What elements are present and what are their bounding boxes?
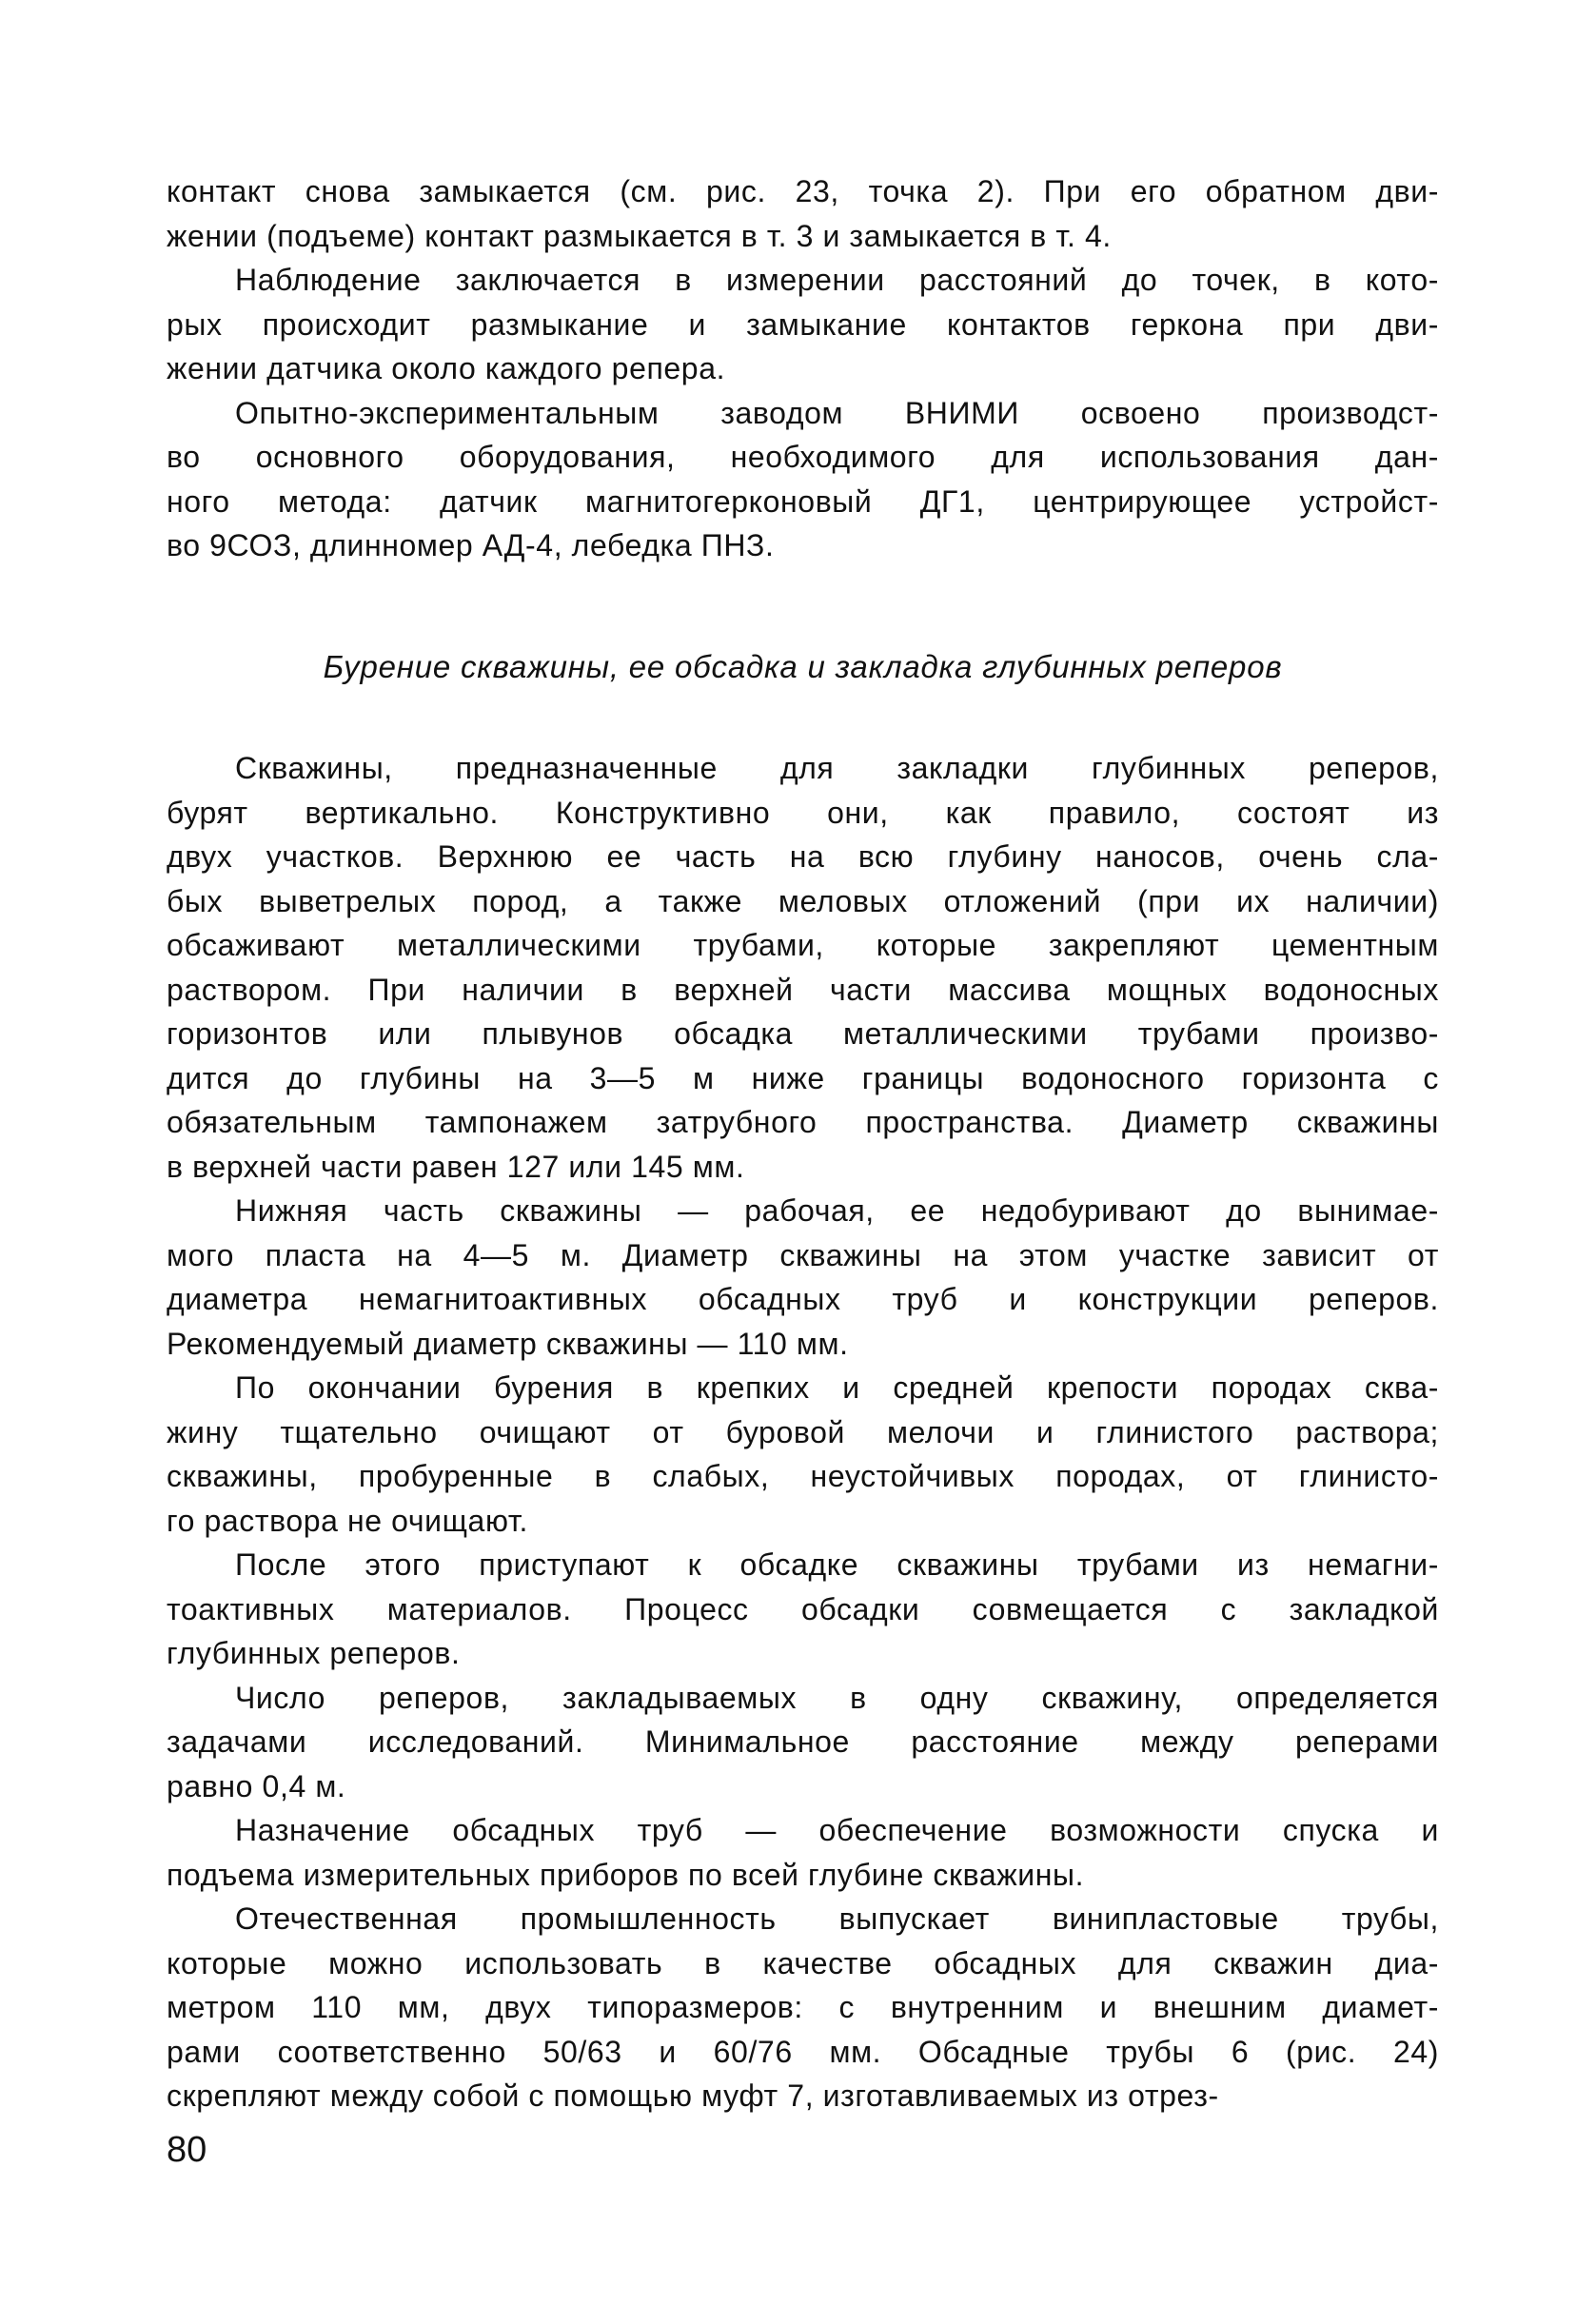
paragraph [167, 1189, 1439, 1366]
paragraph [167, 746, 1439, 1189]
text-line: во основного оборудования, необходимого для использования дан- [167, 440, 1439, 474]
text-block-main [167, 746, 1439, 2118]
paragraph [167, 1808, 1439, 1897]
text-line: После этого приступают к обсадке скважины трубами из немагни- [235, 1547, 1439, 1582]
text-block-top [167, 169, 1439, 568]
text-line: Скважины, предназначенные для закладки глубинных реперов, [235, 751, 1439, 785]
text-line: раствором. При наличии в верхней части массива мощных водоносных [167, 972, 1439, 1007]
paragraph [167, 1543, 1439, 1676]
paragraph [167, 1897, 1439, 2118]
text-line: тоактивных материалов. Процесс обсадки совмещается с закладкой [167, 1591, 1439, 1626]
text-line: Наблюдение заключается в измерении расстояний до точек, в кото- [235, 263, 1439, 297]
text-line: По окончании бурения в крепких и средней крепости породах сква- [235, 1370, 1439, 1405]
text-line: ного метода: датчик магнитогерконовый ДГ1, центрирующее устройст- [167, 483, 1439, 519]
paragraph [167, 169, 1439, 258]
text-line: мого пласта на 4—5 м. Диаметр скважины на этом участке зависит от [167, 1237, 1439, 1272]
text-line: обязательным тампонажем затрубного пространства. Диаметр скважины [167, 1105, 1439, 1139]
text-line: глубинных реперов. [167, 1636, 461, 1670]
paragraph [167, 258, 1439, 391]
text-line: в верхней части равен 127 или 145 мм. [167, 1149, 745, 1184]
text-line: Рекомендуемый диаметр скважины — 110 мм. [167, 1326, 849, 1361]
text-line: Отечественная промышленность выпускает винипластовые трубы, [235, 1901, 1439, 1936]
text-line: диаметра немагнитоактивных обсадных труб и конструкции реперов. [167, 1282, 1439, 1316]
paragraph [167, 391, 1439, 568]
text-line: дится до глубины на 3—5 м ниже границы водоносного горизонта с [167, 1060, 1439, 1095]
text-line: рами соответственно 50/63 и 60/76 мм. Обсадные трубы 6 (рис. 24) [167, 2034, 1439, 2069]
text-line: обсаживают металлическими трубами, которые закрепляют цементным [167, 928, 1439, 962]
text-line: скважины, пробуренные в слабых, неустойчивых породах, от глинисто- [167, 1459, 1439, 1493]
paragraph [167, 1366, 1439, 1543]
text-line: равно 0,4 м. [167, 1768, 346, 1803]
text-line: горизонтов или плывунов обсадка металлическими трубами произво- [167, 1016, 1439, 1051]
text-line: скрепляют между собой с помощью муфт 7, изготавливаемых из отрез- [167, 2078, 1219, 2113]
page-number: 80 [167, 2130, 207, 2170]
text-line: Опытно-экспериментальным заводом ВНИМИ освоено производст- [235, 395, 1439, 430]
text-line: подъема измерительных приборов по всей глубине скважины. [167, 1857, 1085, 1892]
text-line: жении (подъеме) контакт размыкается в т. 3 и замыкается в т. 4. [167, 218, 1112, 253]
text-line: рых происходит размыкание и замыкание контактов геркона при дви- [167, 306, 1439, 342]
text-line: бурят вертикально. Конструктивно они, как правило, состоят из [167, 795, 1439, 830]
text-line: Нижняя часть скважины — рабочая, ее недобуривают до вынимае- [235, 1193, 1439, 1228]
text-line: Назначение обсадных труб — обеспечение возможности спуска и [235, 1813, 1439, 1847]
text-line: жину тщательно очищают от буровой мелочи и глинистого раствора; [167, 1414, 1439, 1449]
text-line: метром 110 мм, двух типоразмеров: с внутренним и внешним диамет- [167, 1990, 1439, 2024]
text-line: двух участков. Верхнюю ее часть на всю глубину наносов, очень сла- [167, 839, 1439, 874]
text-line: во 9СОЗ, длинномер АД-4, лебедка ПНЗ. [167, 528, 775, 562]
text-line: задачами исследований. Минимальное расстояние между реперами [167, 1724, 1439, 1759]
text-line: которые можно использовать в качестве обсадных для скважин диа- [167, 1945, 1439, 1980]
text-line: бых выветрелых пород, а также меловых отложений (при их наличии) [167, 883, 1439, 918]
paragraph [167, 1676, 1439, 1809]
text-line: го раствора не очищают. [167, 1503, 529, 1538]
section-heading: Бурение скважины, ее обсадка и закладка глубинных реперов [323, 649, 1283, 684]
text-line: контакт снова замыкается (см. рис. 23, точка 2). При его обратном дви- [167, 174, 1439, 208]
text-line: жении датчика около каждого репера. [167, 351, 726, 385]
text-line: Число реперов, закладываемых в одну скважину, определяется [235, 1680, 1439, 1715]
